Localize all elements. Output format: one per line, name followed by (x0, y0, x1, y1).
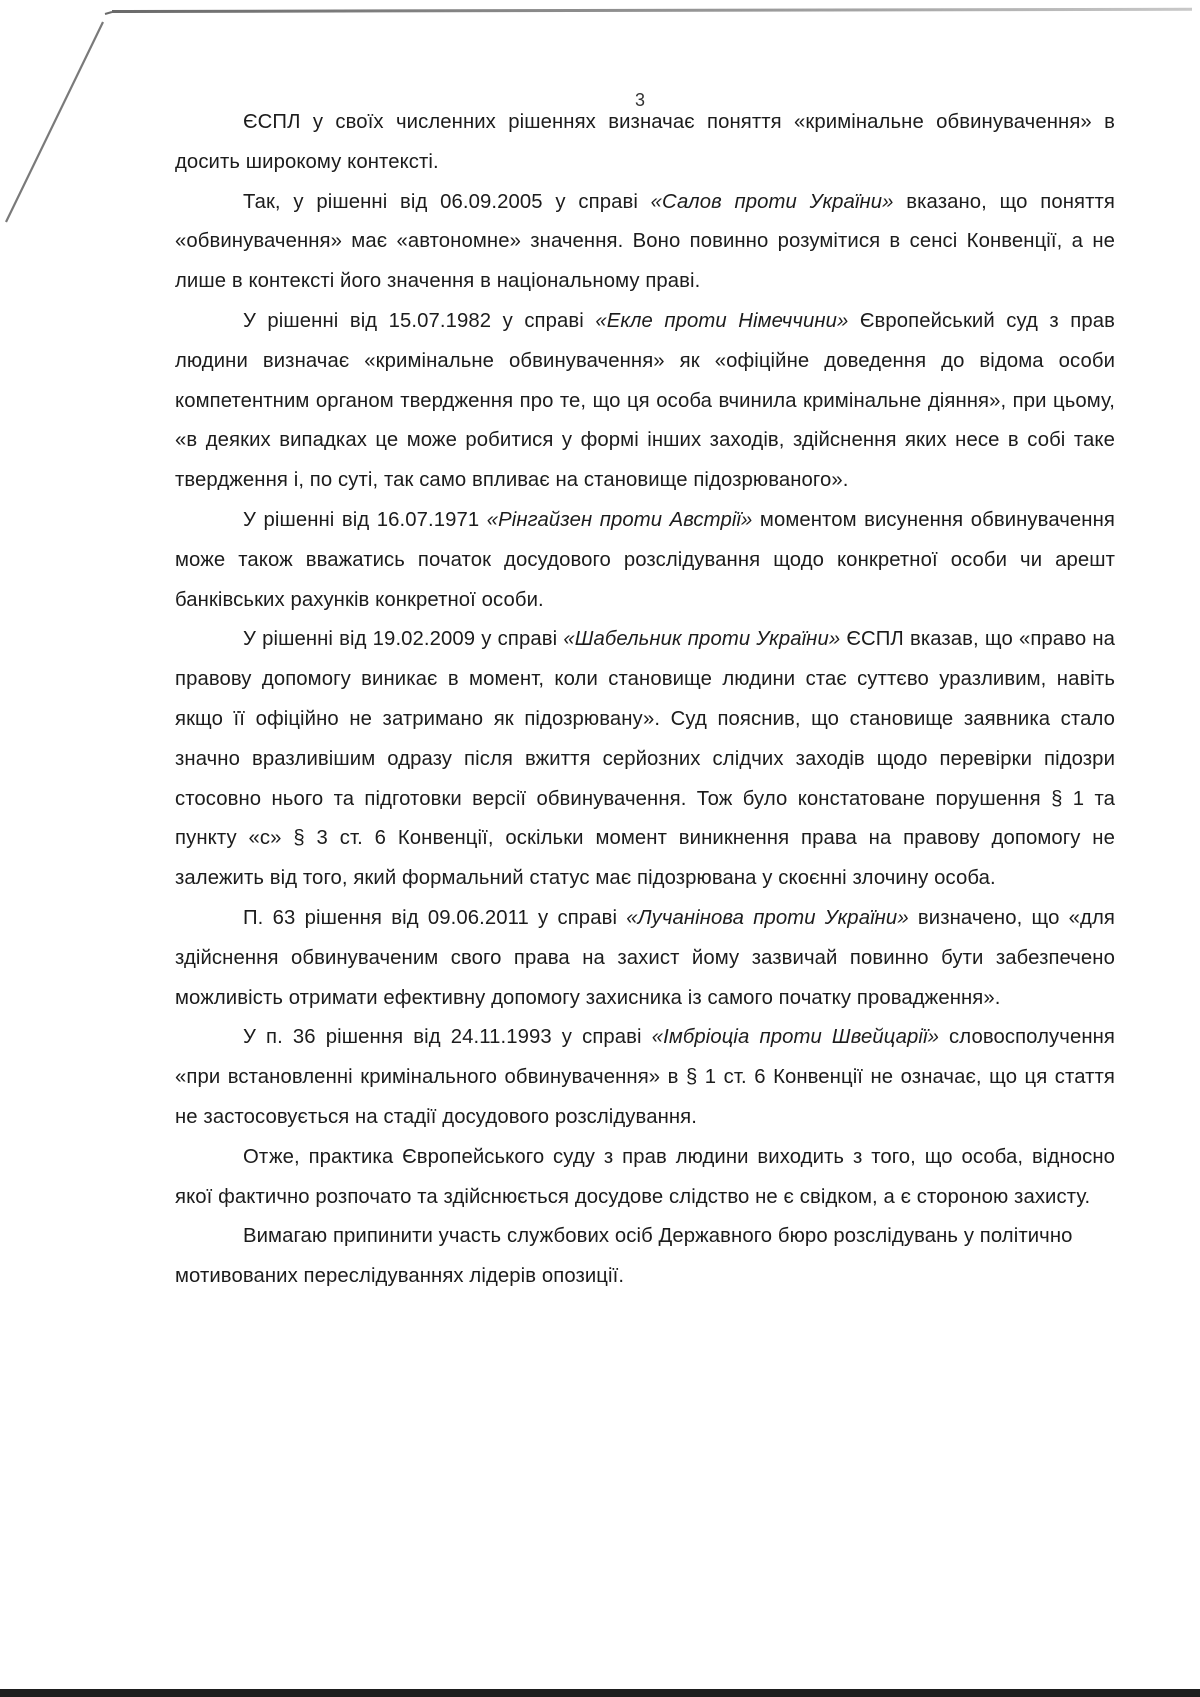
paragraph-intro (175, 103, 1115, 183)
case-name: «Лучанінова проти України» (626, 906, 909, 929)
paragraph-salov (175, 183, 1115, 302)
scan-top-edge (112, 8, 1192, 13)
paragraph-text: Отже, практика Європейського суду з прав людини виходить з того, що особа, відносно якої фактично розпочато та здійснюється досудове слідство не є свідком, а є стороною захисту. (175, 1145, 1115, 1208)
paragraph-text: У рішенні від 19.02.2009 у справі (243, 628, 564, 651)
paragraph-text: У рішенні від 15.07.1982 у справі (243, 309, 596, 332)
paragraph-conclusion (175, 1138, 1115, 1218)
paragraph-text: моментом висунення обвинувачення може також вважатись початок досудового розслідування щодо конкретної особи чи арешт банківських рахунків конкретної особи. (175, 508, 1115, 611)
paragraph-ringeisen (175, 501, 1115, 620)
case-name: «Шабельник проти України» (563, 628, 841, 651)
paragraph-text: У рішенні від 16.07.1971 (243, 508, 487, 531)
paragraph-text: П. 63 рішення від 09.06.2011 у справі (243, 906, 627, 929)
paragraph-text: ЄСПЛ у своїх численних рішеннях визначає поняття «кримінальне обвинувачення» в досить широкому контексті. (175, 111, 1115, 173)
scan-bottom-edge (0, 1689, 1200, 1697)
case-name: «Рінгайзен проти Австрії» (486, 508, 753, 531)
paragraph-text: ЄСПЛ вказав, що «право на правову допомогу виникає в момент, коли становище людини стає суттєво уразливим, навіть якщо її офіційно не затримано як підозрювану». Суд пояснив, що становище заявника стало значно вразливішим одразу після вжиття серйозних слідчих заходів щодо перевірки підозри стосовно нього та підготовки версії обвинувачення. Тож було констатоване порушення § 1 та пункту «c» § 3 ст. 6 Конвенції, оскільки момент виникнення права на правову допомогу не залежить від того, який формальний статус має підозрювана у скоєнні злочину особа. (175, 628, 1115, 890)
paragraph-eckle (175, 302, 1115, 501)
case-name: «Салов проти України» (650, 190, 894, 213)
paragraph-imbrioscia (175, 1018, 1115, 1137)
scan-page-corner (0, 0, 120, 240)
paragraph-shabelnik (175, 620, 1115, 899)
paragraph-text: визначено, що «для здійснення обвинуваченим свого права на захист йому зазвичай повинно бути забезпечено можливість отримати ефективну допомогу захисника із самого початку провадження». (175, 906, 1115, 1009)
document-body (175, 103, 1115, 1297)
case-name: «Екле проти Німеччини» (595, 309, 849, 332)
paragraph-demand (175, 1217, 1115, 1297)
paragraph-text: Вимагаю припинити участь службових осіб Державного бюро розслідувань у політично мотивованих переслідуваннях лідерів опозиції. (175, 1225, 1073, 1288)
paragraph-text: словосполучення «при встановленні кримінального обвинувачення» в § 1 ст. 6 Конвенції не означає, що ця стаття не застосовується на стадії досудового розслідування. (175, 1026, 1116, 1128)
paragraph-text: Європейський суд з прав людини визначає «кримінальне обвинувачення» як «офіційне доведення до відома особи компетентним органом твердження про те, що ця особа вчинила кримінальне діяння», при цьому, «в деяких випадках це може робитися у формі інших заходів, здійснення яких несе в собі таке твердження і, по суті, так само впливає на становище підозрюваного». (175, 309, 1115, 492)
paragraph-luchaninova (175, 899, 1115, 1018)
paragraph-text: Так, у рішенні від 06.09.2005 у справі (243, 190, 651, 213)
paragraph-text: У п. 36 рішення від 24.11.1993 у справі (243, 1026, 652, 1049)
case-name: «Імбріоціа проти Швейцарії» (651, 1026, 939, 1049)
page-number: 3 (634, 90, 645, 110)
paragraph-text: вказано, що поняття «обвинувачення» має «автономне» значення. Воно повинно розумітися в сенсі Конвенції, а не лише в контексті його значення в національному праві. (175, 190, 1115, 293)
